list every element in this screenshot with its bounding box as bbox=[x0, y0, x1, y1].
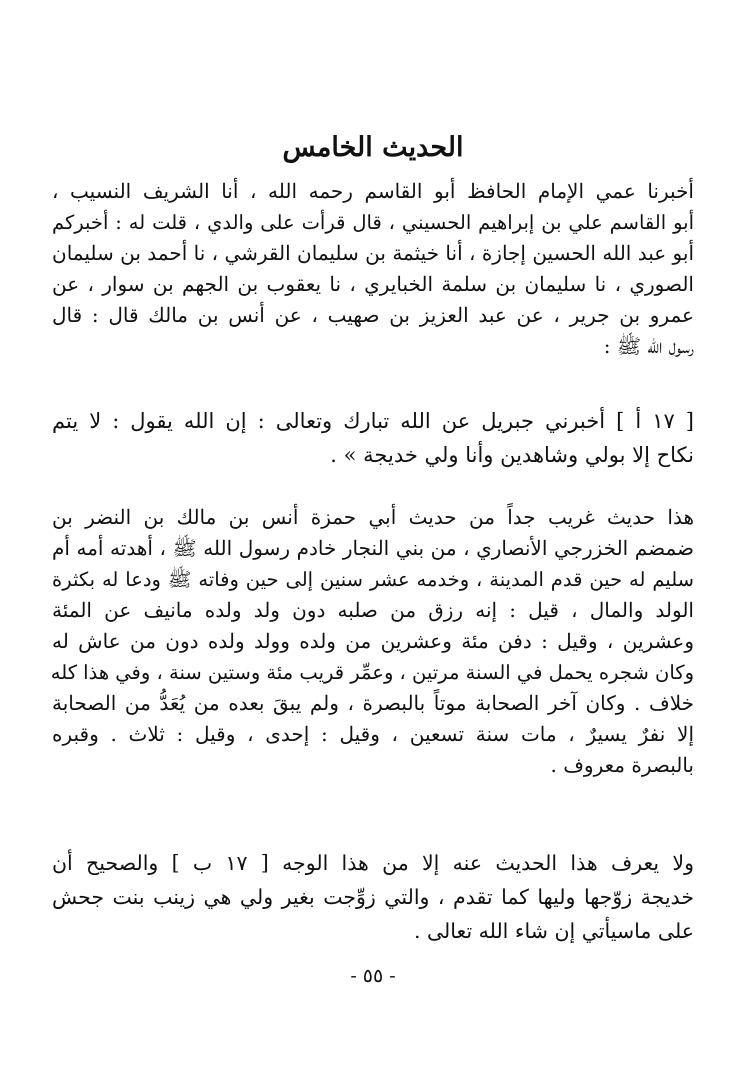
page-number: - ٥٥ - bbox=[350, 965, 396, 987]
text-line: رسول الله ﷺ : bbox=[603, 334, 694, 358]
text-line: وعشرين ، وقيل : دفن مئة وعشرين من ولده وولد ولده دون من عاش له bbox=[52, 629, 694, 653]
text-line: نكاح إلا بولي وشاهدين وأنا ولي خديجة » . bbox=[330, 443, 694, 467]
text-line: على ماسيأتي إن شاء الله تعالى . bbox=[413, 919, 694, 943]
text-line: الصوري ، نا سليمان بن سلمة الخبايري ، نا يعقوب بن الجهم بن سوار ، عن bbox=[52, 272, 694, 296]
text-line: خديجة زوّجها وليها كما تقدم ، والتي زوِّجت بغير ولي هي زينب بنت جحش bbox=[52, 885, 694, 909]
paragraph-closing bbox=[52, 846, 694, 948]
paragraph-isnad bbox=[52, 176, 694, 362]
text-line: أخبرنا عمي الإمام الحافظ أبو القاسم رحمه الله ، أنا الشريف النسيب ، bbox=[52, 179, 694, 203]
text-line: ولا يعرف هذا الحديث عنه إلا من هذا الوجه [ ١٧ ب ] والصحيح أن bbox=[52, 851, 694, 875]
paragraph-commentary bbox=[52, 502, 694, 781]
text-line: بالبصرة معروف . bbox=[550, 753, 694, 777]
text-line: الولد والمال ، قيل : إنه رزق من صلبه دون ولد ولده مانيف عن المئة bbox=[52, 598, 694, 622]
text-line: أبو عبد الله الحسين إجازة ، أنا خيثمة بن سليمان القرشي ، نا أحمد بن سليمان bbox=[52, 241, 694, 265]
text-line: خلاف . وكان آخر الصحابة موتاً بالبصرة ، ولم يبقَ بعده من يُعَدُّ من الصحابة bbox=[52, 691, 694, 715]
section-title: الحديث الخامس bbox=[282, 132, 464, 163]
text-line: هذا حديث غريب جداً من حديث أبي حمزة أنس بن مالك بن النضر بن bbox=[52, 505, 694, 529]
text-line: عمرو بن جرير ، عن عبد العزيز بن صهيب ، عن أنس بن مالك قال : قال bbox=[52, 303, 694, 327]
text-line: سليم له حين قدم المدينة ، وخدمه عشر سنين إلى حين وفاته ﷺ ودعا له بكثرة bbox=[52, 568, 694, 591]
text-line: إلا نفرٌ يسيرٌ ، مات سنة تسعين ، وقيل : إحدى ، وقيل : ثلاث . وقبره bbox=[52, 722, 694, 746]
text-line: أبو القاسم علي بن إبراهيم الحسيني ، قال قرأت على والدي ، قلت له : أخبركم bbox=[52, 211, 694, 234]
paragraph-hadith-text bbox=[52, 404, 694, 472]
text-line: ضمضم الخزرجي الأنصاري ، من بني النجار خادم رسول الله ﷺ ، أهدته أمه أم bbox=[52, 536, 694, 560]
text-line: [ ١٧ أ ] أخبرني جبريل عن الله تبارك وتعالى : إن الله يقول : لا يتم bbox=[52, 409, 694, 433]
text-line: وكان شجره يحمل في السنة مرتين ، وعمِّر قريب مئة وستين سنة ، وفي هذا كله bbox=[50, 661, 694, 684]
